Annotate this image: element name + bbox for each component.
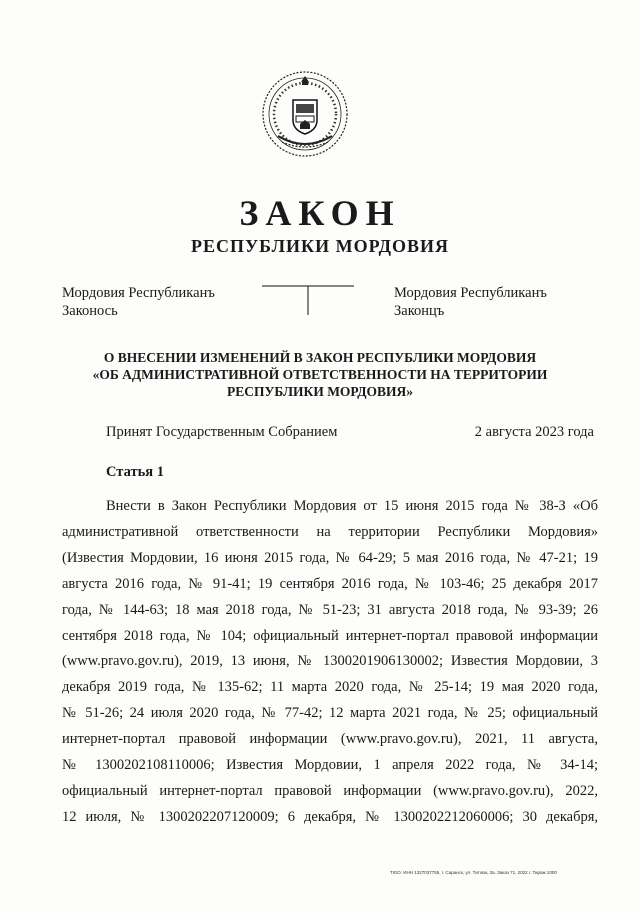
body-line: августа 2016 года, № 91-41; 19 сентября 2016 года, № 103-46; 25 декабря 2017 <box>62 575 598 592</box>
body-line: административной ответственности на территории Республики Мордовия» <box>62 523 598 540</box>
law-heading <box>90 349 550 400</box>
law-heading-line3: РЕСПУБЛИКИ МОРДОВИЯ» <box>226 384 414 399</box>
body-line: интернет-портал правовой информации (www.pravo.gov.ru), 2021, 11 августа, <box>62 731 598 748</box>
document-subtitle: РЕСПУБЛИКИ МОРДОВИЯ <box>190 236 450 256</box>
body-line: сентября 2018 года, № 104; официальный интернет-портал правовой информации <box>62 627 598 644</box>
body-line: Внести в Закон Республики Мордовия от 15 июня 2015 года № 38-З «Об <box>106 498 598 514</box>
coat-of-arms-icon <box>258 66 352 160</box>
adopted-by: Принят Государственным Собранием <box>106 424 338 440</box>
article-title: Статья 1 <box>106 464 164 480</box>
law-heading-line1: О ВНЕСЕНИИ ИЗМЕНЕНИЙ В ЗАКОН РЕСПУБЛИКИ МОРДОВИЯ <box>103 350 537 365</box>
moksha-title-line2: Законцъ <box>394 303 445 319</box>
erzya-title-line2: Законось <box>62 303 118 319</box>
article-body <box>62 494 598 831</box>
law-heading-line2: «ОБ АДМИНИСТРАТИВНОЙ ОТВЕТСТВЕННОСТИ НА ТЕРРИТОРИИ <box>92 367 548 382</box>
erzya-title-line1: Мордовия Республиканъ <box>62 285 215 301</box>
body-line: года, № 144-63; 18 мая 2018 года, № 51-23; 31 августа 2018 года, № 93-39; 26 <box>62 601 598 618</box>
moksha-title-line1: Мордовия Республиканъ <box>394 285 547 301</box>
document-title: ЗАКОН <box>239 193 401 233</box>
erzya-title <box>62 284 215 320</box>
body-line: официальный интернет-портал правовой информации (www.pravo.gov.ru), 2022, <box>62 782 598 799</box>
moksha-title <box>394 284 547 320</box>
body-line: 12 июля, № 1300202207120009; 6 декабря, № 1300202212060006; 30 декабря, <box>62 808 598 825</box>
body-line: (www.pravo.gov.ru), 2019, 13 июня, № 1300201906130002; Известия Мордовии, 3 <box>62 653 598 670</box>
body-line: (Известия Мордовии, 16 июня 2015 года, № 64-29; 5 мая 2016 года, № 47-21; 19 <box>62 549 598 566</box>
printing-imprint: ТЮО. ИНН 1327037755, г. Саранск, ул. Титова, 3а. Заказ 71, 2022 г. Тираж 1000 <box>390 870 557 875</box>
body-line: декабря 2019 года, № 135-62; 11 марта 2020 года, № 25-14; 19 мая 2020 года, <box>62 679 598 696</box>
adopted-date: 2 августа 2023 года <box>474 424 594 440</box>
body-line: № 51-26; 24 июля 2020 года, № 77-42; 12 марта 2021 года, № 25; официальный <box>62 705 598 722</box>
body-line: № 1300202108110006; Известия Мордовии, 1 апреля 2022 года, № 34-14; <box>62 757 598 774</box>
title-divider-mark <box>262 285 354 315</box>
